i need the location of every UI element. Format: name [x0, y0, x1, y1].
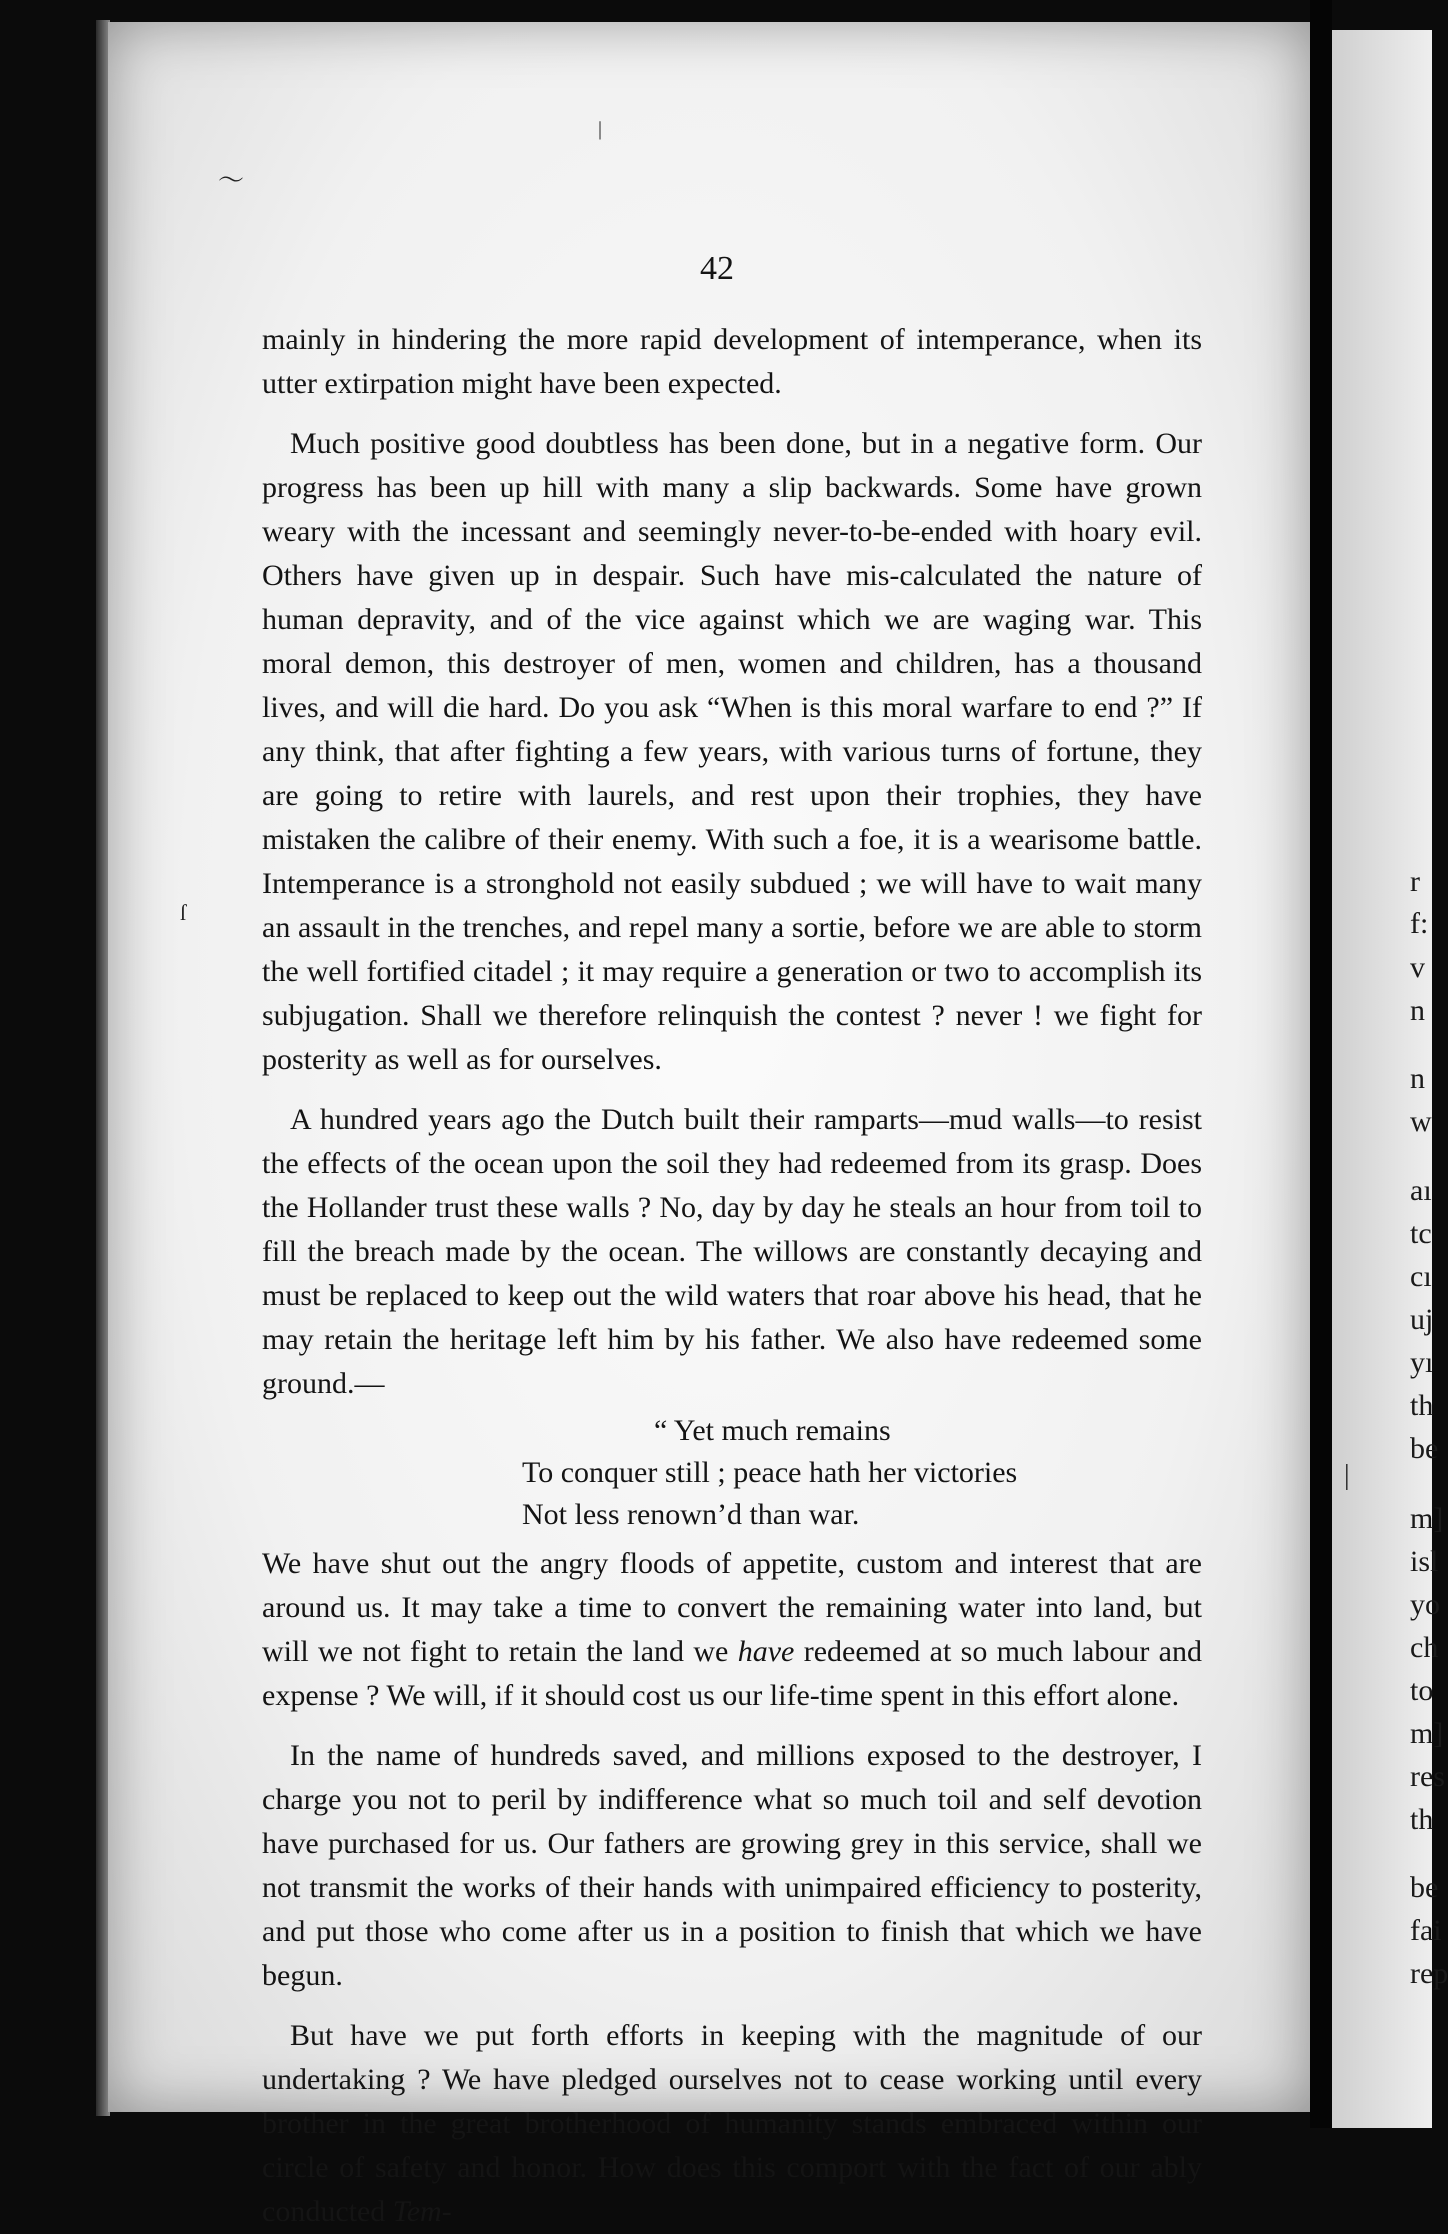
- ink-smudge-mark: 〜: [218, 166, 245, 195]
- paragraph: In the name of hundreds saved, and millions exposed to the destroyer, I charge you not to peril by indifference what so much toil and self devotion have purchased for us. Our fathers are growing grey in this service, shall we not transmit the works of their hands with unimpaired efficiency to posterity, and put those who come after us in a position to finish that which we have begun.: [262, 1739, 1202, 1992]
- verse-line: To conquer still ; peace hath her victories: [522, 1456, 1018, 1489]
- paragraph-text: We have shut out the angry floods of appetite, custom and interest that are around us. It may take a time to convert the remaining water into land, but will we not fight to retain the land we: [262, 1547, 1202, 1668]
- fragment-text: th: [1410, 1803, 1434, 1836]
- ink-smudge-mark: ſ: [180, 900, 187, 925]
- fragment-text: cı: [1410, 1260, 1432, 1293]
- paragraph: [262, 2014, 1202, 2234]
- fragment-text: to: [1410, 1674, 1434, 1707]
- paragraph: A hundred years ago the Dutch built their ramparts—mud walls—to resist the effects of the ocean upon the soil they had redeemed from its grasp. Does the Hollander trust these walls ? No, day by day he steals an hour from toil to fill the breach made by the ocean. The willows are constantly decaying and must be replaced to keep out the wild waters that roar above his head, that he may retain the heritage left him by his father. We also have redeemed some ground.—: [262, 1103, 1202, 1400]
- fragment-text: tc: [1410, 1217, 1432, 1250]
- fragment-text: aı: [1410, 1174, 1432, 1207]
- paragraph-text: redeemed at so much labour and expense ? We will, if it should cost us our life-time spent in this effort alone.: [262, 1635, 1202, 1712]
- fragment-text: m]: [1410, 1502, 1444, 1535]
- paragraph: [262, 1542, 1202, 1718]
- fragment-text: n: [1410, 1062, 1425, 1095]
- fragment-text: be: [1410, 1432, 1439, 1465]
- fragment-text: yo: [1410, 1588, 1440, 1621]
- verse-line: Not less renown’d than war.: [522, 1498, 860, 1531]
- fragment-text: ch: [1410, 1631, 1439, 1664]
- fragment-text: isl: [1410, 1545, 1439, 1578]
- page-number: 42: [700, 250, 734, 287]
- fragment-text: n: [1410, 994, 1425, 1027]
- fragment-text: r: [1410, 865, 1420, 898]
- fragment-text: w: [1410, 1105, 1432, 1138]
- ink-smudge-mark: |: [1344, 1460, 1350, 1491]
- verse-line: “ Yet much remains: [654, 1414, 891, 1447]
- page-gutter: [1310, 0, 1332, 2128]
- fragment-text: uj: [1410, 1303, 1434, 1336]
- fragment-text: yı: [1410, 1346, 1434, 1379]
- fragment-text: be: [1410, 1871, 1439, 1904]
- ink-smudge-mark: |: [598, 118, 603, 140]
- fragment-text: v: [1410, 951, 1425, 984]
- paragraph: Much positive good doubtless has been done, but in a negative form. Our progress has been up hill with many a slip backwards. Some have grown weary with the incessant and seemingly never-to-be-ended with hoary evil. Others have given up in despair. Such have mis-calculated the nature of human depravity, and of the vice against which we are waging war. This moral demon, this destroyer of men, women and children, has a thousand lives, and will die hard. Do you ask “When is this moral warfare to end ?” If any think, that after fighting a few years, with various turns of fortune, they are going to retire with laurels, and rest upon their trophies, they have mistaken the calibre of their enemy. With such a foe, it is a wearisome battle. Intemperance is a stronghold not easily subdued ; we will have to wait many an assault in the trenches, and repel many a sortie, before we are able to storm the well fortified citadel ; it may require a generation or two to accomplish its subjugation. Shall we therefore relinquish the contest ? never ! we fight for posterity as well as for ourselves.: [262, 427, 1202, 1076]
- fragment-text: fai: [1410, 1914, 1442, 1947]
- page-body: [262, 318, 1202, 2234]
- quoted-verse: [522, 1410, 1202, 1536]
- fragment-text: m]: [1410, 1717, 1444, 1750]
- adjacent-page-fragment: [1332, 30, 1448, 2128]
- paragraph-text: But have we put forth efforts in keeping with the magnitude of our undertaking ? We have pledged ourselves not to cease working until every brother in the great brotherhood of humanity stands embraced within our circle of safety and honor. How does this comport with the fact of our ably conducted: [262, 2019, 1202, 2228]
- fragment-text: f:: [1410, 907, 1429, 940]
- paragraph: mainly in hindering the more rapid development of intemperance, when its utter extirpation might have been expected.: [262, 323, 1202, 400]
- fragment-text: th: [1410, 1389, 1434, 1422]
- emphasis-text: have: [737, 1635, 795, 1668]
- fragment-text: res: [1410, 1760, 1445, 1793]
- emphasis-text: Tem-: [392, 2195, 452, 2228]
- fragment-text: rep: [1410, 1957, 1448, 1990]
